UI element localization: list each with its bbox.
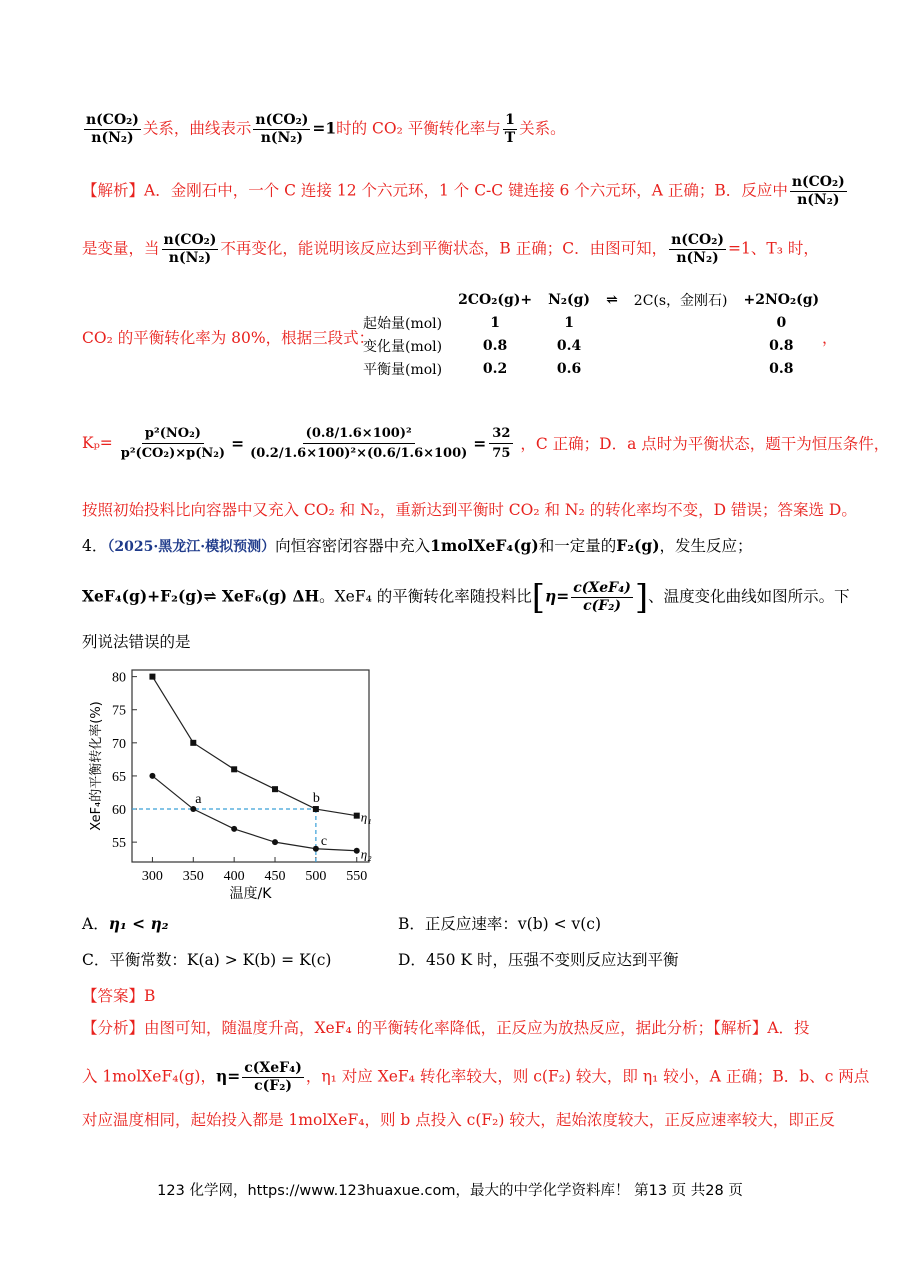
data-point-circle: [313, 846, 319, 852]
point-label-b: b: [312, 791, 320, 807]
eta-fraction: $\frac{\text{c(XeF₄)}}{\text{c(F₂)}}$: [244, 1060, 302, 1094]
fraction-inverse-t: $\frac{1}{T}$: [504, 112, 516, 146]
ice-cell: [626, 357, 736, 380]
reaction-equation: XeF₄(g)+F₂(g)⇌ XeF₆(g) ΔH: [82, 586, 320, 606]
ice-cell: [626, 334, 736, 357]
kp-values-fraction: $\frac{\text{(0.8/1.6×100)²}}{\text{(0.2/1.6×100)²×(0.6/1.6×100)}}$: [250, 425, 468, 461]
ice-cell: [355, 288, 450, 311]
x-tick-label: 400: [223, 869, 245, 884]
text-line-1: [82, 112, 566, 147]
ice-cell: [626, 311, 736, 334]
kp-def-fraction: $\frac{\text{p²(NO₂)}}{\text{p²(CO₂)×p(N₂)}}$: [120, 425, 226, 461]
ice-row: [355, 311, 827, 334]
y-tick-label: 80: [112, 670, 126, 686]
text-segment: 入 1molXeF₄(g)，: [82, 1067, 216, 1086]
option-label: D．: [398, 951, 426, 969]
eq-suffix: =1: [312, 118, 337, 138]
question-line-1: [82, 534, 753, 559]
ice-cell: 1: [490, 314, 500, 331]
analysis-line-3: [82, 326, 374, 350]
option-label: C．: [82, 951, 110, 969]
text-segment: 是变量，当: [82, 239, 160, 258]
y-axis-label: XeF₄的平衡转化率(%): [89, 701, 104, 831]
text-segment: ，C 正确；D．a 点时为平衡状态，题干为恒压条件，: [520, 435, 890, 453]
text-segment: 时的 CO₂ 平衡转化率与: [336, 119, 501, 138]
plot-frame: [132, 670, 369, 862]
ice-row: [355, 334, 827, 357]
option-label: B．: [398, 915, 425, 933]
question-number: 4．: [82, 537, 108, 555]
bracket-right: ]: [634, 577, 649, 618]
ratio-fraction: $\frac{\text{c(XeF₄)}}{\text{c(F₂)}}$: [573, 580, 631, 614]
ice-cell: 起始量(mol): [363, 315, 443, 332]
answer-line: [82, 984, 155, 1008]
ice-cell: 平衡量(mol): [363, 361, 443, 378]
text-segment: ，发生反应；: [659, 537, 753, 555]
y-tick-label: 70: [112, 736, 126, 752]
option-text: 平衡常数：K(a) > K(b) = K(c): [109, 951, 332, 969]
eta-label: η=: [215, 1066, 241, 1086]
text-segment: 按照初始投料比向容器中又充入 CO₂ 和 N₂，重新达到平衡时 CO₂ 和 N₂ 的转化率均不变，D 错误；答案选 D。: [82, 501, 857, 519]
option-text: 正反应速率：v(b) < v(c): [424, 915, 602, 933]
option-b: [398, 912, 601, 936]
text-segment: 列说法错误的是: [82, 633, 191, 651]
question-source: （2025·黑龙江·模拟预测）: [107, 539, 276, 555]
ice-cell: ⇌: [606, 291, 618, 308]
conversion-chart: [84, 664, 374, 902]
ice-header-row: [355, 288, 827, 311]
analysis-line-5: [82, 498, 857, 522]
bracket-left: [: [531, 577, 545, 618]
x-tick-label: 550: [346, 869, 368, 884]
text-segment: 关系，曲线表示: [142, 119, 252, 138]
fraction-ratio-3: $\frac{\text{n(CO₂)}}{\text{n(N₂)}}$: [791, 174, 845, 208]
ice-cell: 1: [564, 314, 574, 331]
explain-line-3: [82, 1108, 835, 1132]
kp-label: Kₚ=: [82, 434, 113, 452]
series-line: [152, 677, 356, 816]
equals-sign: =: [473, 433, 487, 453]
analysis-line-1: [82, 174, 849, 209]
explain-line-1: [82, 1016, 810, 1040]
ice-cell: 0.8: [482, 337, 508, 354]
x-axis-label: 温度/K: [229, 886, 272, 902]
y-tick-label: 60: [112, 803, 126, 819]
ice-cell: [598, 357, 626, 380]
data-point-circle: [231, 826, 237, 832]
x-tick-label: 350: [182, 869, 204, 884]
equals-sign: =: [231, 433, 245, 453]
question-line-2: [82, 577, 850, 618]
fraction-ratio: $\frac{\text{n(CO₂)}}{\text{n(N₂)}}$: [86, 112, 139, 146]
x-tick-label: 300: [141, 869, 163, 884]
question-line-3: [82, 630, 191, 654]
option-label: A．: [82, 915, 109, 933]
fraction-ratio-2: $\frac{\text{n(CO₂)}}{\text{n(N₂)}}$: [255, 112, 309, 146]
ice-cell: 0.8: [769, 360, 794, 377]
data-point-circle: [149, 773, 155, 779]
page-footer: 123 化学网，https://www.123huaxue.com，最大的中学化学资料库！ 第13 页 共28 页: [157, 1183, 743, 1199]
ice-row: [355, 357, 827, 380]
ice-cell: 0: [776, 314, 787, 331]
ice-cell: 0.6: [556, 360, 582, 377]
series-label: η₁: [360, 809, 372, 825]
ice-cell: 2CO₂(g)+: [458, 291, 533, 308]
text-segment: 、温度变化曲线如图所示。下: [648, 587, 850, 606]
series-label: η₂: [360, 846, 372, 862]
ice-cell: 0.4: [556, 337, 582, 354]
ice-cell: [598, 334, 626, 357]
data-point-square: [272, 786, 278, 792]
data-point-square: [354, 813, 360, 819]
text-segment: 和一定量的: [538, 537, 617, 555]
y-tick-label: 55: [112, 836, 126, 852]
data-point-square: [149, 674, 155, 680]
option-text: η₁ < η₂: [108, 914, 169, 933]
analysis-line-2: [82, 232, 819, 267]
data-point-square: [190, 740, 196, 746]
explain-line-2: [82, 1060, 869, 1095]
text-segment: F₂(g): [616, 536, 660, 555]
fraction-ratio-5: $\frac{\text{n(CO₂)}}{\text{n(N₂)}}$: [671, 232, 725, 266]
text-segment: ，η₁ 对应 XeF₄ 转化率较大，则 c(F₂) 较大，即 η₁ 较小，A 正确；B．b、c 两点: [305, 1067, 870, 1086]
option-c: [82, 948, 331, 972]
text-segment: 【分析】由图可知，随温度升高，XeF₄ 的平衡转化率降低，正反应为放热反应，据此分析；【解析】A．投: [82, 1019, 810, 1037]
text-segment: 1molXeF₄(g): [430, 536, 539, 555]
text-segment: 向恒容密闭容器中充入: [275, 537, 431, 555]
answer-text: 【答案】B: [82, 987, 156, 1005]
ratio-label: η=: [544, 586, 570, 606]
ice-cell: [598, 311, 626, 334]
ice-cell: 0.8: [769, 337, 794, 354]
ice-cell: +2NO₂(g): [743, 291, 820, 308]
y-tick-label: 65: [112, 769, 126, 785]
point-label-a: a: [195, 792, 202, 808]
text-segment: 对应温度相同，起始投入都是 1molXeF₄，则 b 点投入 c(F₂) 较大，起始浓度较大，正反应速率较大，即正反: [82, 1111, 835, 1129]
text-segment: 关系。: [519, 119, 566, 138]
kp-formula: [82, 398, 889, 488]
text-segment: CO₂ 的平衡转化率为 80%，根据三段式：: [82, 329, 375, 347]
fraction-ratio-4: $\frac{\text{n(CO₂)}}{\text{n(N₂)}}$: [163, 232, 217, 266]
data-point-square: [313, 806, 319, 812]
point-label-c: c: [320, 833, 328, 849]
x-tick-label: 500: [305, 869, 327, 884]
data-point-circle: [354, 848, 360, 854]
ice-table: [355, 288, 827, 380]
ice-cell: N₂(g): [548, 291, 591, 308]
x-tick-label: 450: [264, 869, 286, 884]
y-tick-label: 75: [112, 703, 126, 719]
option-text: 450 K 时，压强不变则反应达到平衡: [425, 951, 679, 969]
data-point-square: [231, 766, 237, 772]
kp-result-fraction: $\frac{32}{75}$: [489, 426, 513, 461]
ice-cell: 2C(s，金刚石): [633, 292, 728, 309]
data-point-circle: [272, 839, 278, 845]
text-segment: =1、T₃ 时，: [728, 239, 819, 258]
text-segment: 【解析】A．金刚石中，一个 C 连接 12 个六元环，1 个 C-C 键连接 6 个六元环，A 正确；B．反应中: [82, 181, 788, 200]
ice-cell: 变化量(mol): [363, 338, 443, 355]
text-segment: ，: [822, 329, 838, 347]
text-segment: 。XeF₄ 的平衡转化率随投料比: [319, 587, 532, 606]
option-a: [82, 912, 169, 936]
ice-cell: 0.2: [482, 360, 508, 377]
option-d: [398, 948, 678, 972]
text-segment: 不再变化，能说明该反应达到平衡状态，B 正确；C．由图可知，: [220, 239, 668, 258]
